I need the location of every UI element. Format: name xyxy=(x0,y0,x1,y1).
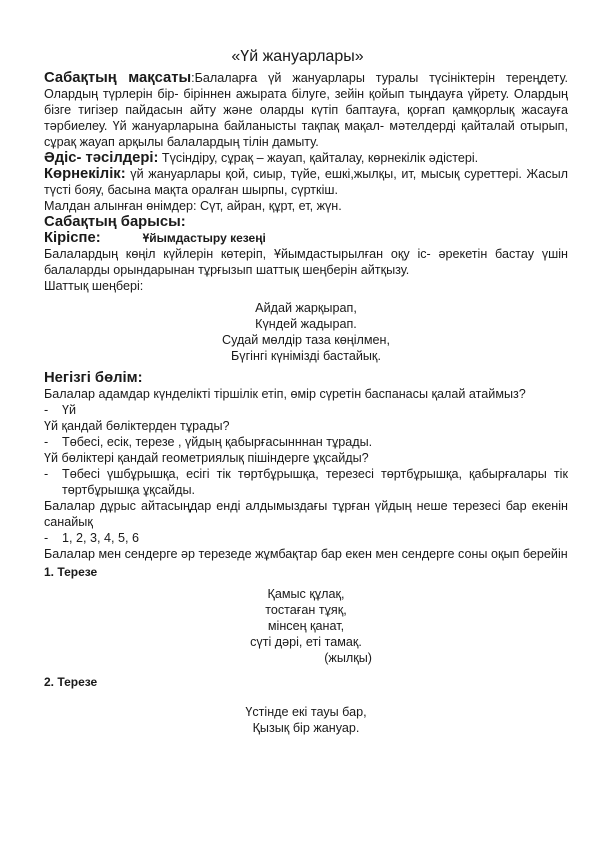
methods-paragraph xyxy=(44,150,568,166)
poem-line: Бүгінгі күнімізді бастайық. xyxy=(231,349,381,363)
intro-heading xyxy=(44,230,568,246)
methods-text: Түсіндіру, сұрақ – жауап, қайталау, көрнекілік әдістері. xyxy=(158,151,479,165)
riddle-line: мінсең қанат, xyxy=(267,619,345,633)
window-1-label: 1. Терезе xyxy=(44,565,98,579)
visuals-label: Көрнекілік: xyxy=(44,166,126,182)
progress-heading: Сабақтың барысы: xyxy=(44,214,186,230)
main-heading: Негізгі бөлім: xyxy=(44,370,143,386)
dash-marker: - xyxy=(44,403,49,417)
products-line: Малдан алынған өнімдер: Сүт, айран, құрт, ет, жүн. xyxy=(44,199,342,213)
intro-text: Балалардың көңіл күйлерін көтеріп, Ұйымдастырылған оқу іс- әрекетін бастау үшін балаларды орындарынан тұрғызып шаттық шеңберін айтқызу. xyxy=(44,247,568,277)
circle-label: Шаттық шеңбері: xyxy=(44,279,144,293)
dash-marker: - xyxy=(44,467,49,481)
question-3: Үй бөліктері қандай геометриялық пішіндерге ұқсайды? xyxy=(44,451,369,465)
poem-line: Айдай жарқырап, xyxy=(255,301,357,315)
page-title: «Үй жануарлары» xyxy=(231,48,364,65)
intro-subheading: Ұйымдастыру кезеңі xyxy=(142,231,266,245)
document-body xyxy=(44,70,568,736)
methods-label: Әдіс- тәсілдері: xyxy=(44,150,159,166)
riddle-line: Қамыс құлақ, xyxy=(267,587,345,601)
riddle-line: сүті дәрі, еті тамақ. xyxy=(250,635,362,649)
question-2: Үй қандай бөліктерден тұрады? xyxy=(44,419,230,433)
poem-line: Күндей жадырап. xyxy=(255,317,357,331)
answer-2: - Төбесі, есік, терезе , үйдың қабырғасынннан тұрады. xyxy=(44,435,373,449)
question-4: Балалар дұрыс айтасыңдар енді алдымыздағы тұрған үйдың неше терезесі бар екенін санайық xyxy=(44,499,568,529)
answer-4: - 1, 2, 3, 4, 5, 6 xyxy=(44,531,140,545)
riddle-line: Үстінде екі тауы бар, xyxy=(245,705,367,719)
goal-label: Сабақтың мақсаты xyxy=(44,70,192,86)
answer-1: - Үй xyxy=(44,403,77,417)
goal-paragraph xyxy=(44,70,568,150)
window-2-label: 2. Терезе xyxy=(44,675,98,689)
dash-marker: - xyxy=(44,531,49,545)
goal-text: :Балаларға үй жануарлары туралы түсініктерін тереңдету. Олардың түрлерін бір- біріннен ажырата білуге, зейін қойып тыңдауға үйрету. Олардың бізге тигізер пайдасын айту және оларды күтіп баптауға, қорғап қамқорлық жасауға тәрбиелеу. Үй жануарларына байланысты тақпақ мақал- мәтелдерді қайталай отырып, сұрақ жауап арқылы балалардың тілін дамыту. xyxy=(44,71,568,149)
visuals-text: үй жануарлары қой, сиыр, түйе, ешкі,жылқы, ит, мысық суреттері. Жасыл түсті бояу, басына мақта оралған шырпы, сүрткіш. xyxy=(44,167,568,197)
riddle-answer: (жылқы) xyxy=(324,651,372,665)
intro-label: Кіріспе: xyxy=(44,230,101,246)
riddle-line: тостаған тұяқ, xyxy=(265,603,347,617)
visuals-paragraph xyxy=(44,166,568,198)
riddle-line: Қызық бір жануар. xyxy=(252,721,360,735)
question-1: Балалар адамдар күнделікті тіршілік етіп, өмір сүретін баспанасы қалай атаймыз? xyxy=(44,387,526,401)
dash-marker: - xyxy=(44,435,49,449)
answer-3: - Төбесі үшбұрышқа, есігі тік төртбұрышқа, терезесі төртбұрышқа, қабырғалары тік төртбұрышқа ұқсайды. xyxy=(44,467,568,497)
question-5: Балалар мен сендерге әр терезеде жұмбақтар бар екен мен сендерге соны оқып берейін xyxy=(44,547,568,561)
poem-line: Судай мөлдір таза көңілмен, xyxy=(221,333,391,347)
